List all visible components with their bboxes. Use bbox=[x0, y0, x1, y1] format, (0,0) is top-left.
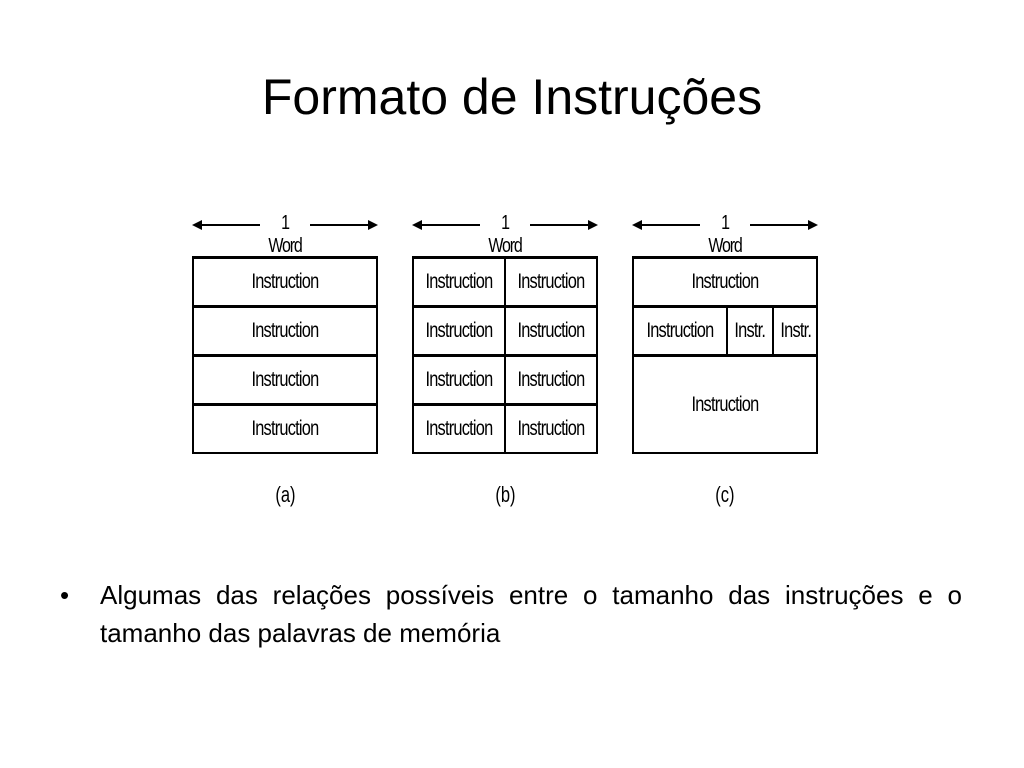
instruction-cell: Instruction bbox=[425, 319, 493, 342]
instruction-format-figure bbox=[0, 200, 1024, 530]
instruction-cell: Instruction bbox=[251, 417, 319, 440]
word-line bbox=[640, 224, 700, 226]
bullet-text: Algumas das relações possíveis entre o tamanho das instruções e o tamanho das palavras de memória bbox=[100, 580, 962, 648]
word-label: 1 Word bbox=[488, 212, 522, 257]
memory-word-row bbox=[194, 305, 376, 354]
word-line bbox=[750, 224, 810, 226]
memory-word-row bbox=[414, 354, 596, 403]
instruction-cell: Instruction bbox=[251, 319, 319, 342]
instruction-cell: Instruction bbox=[504, 308, 596, 354]
memory-word-row bbox=[634, 305, 816, 354]
memory-word-row bbox=[194, 256, 376, 305]
memory-words bbox=[632, 256, 818, 454]
instruction-cell: Instruction bbox=[425, 417, 493, 440]
memory-word-row-double bbox=[634, 354, 816, 452]
word-label: 1 Word bbox=[708, 212, 742, 257]
instruction-cell: Instruction bbox=[425, 368, 493, 391]
diagram-sub-label: (b) bbox=[494, 482, 516, 507]
word-label: 1 Word bbox=[268, 212, 302, 257]
word-line bbox=[530, 224, 590, 226]
diagram-b bbox=[412, 200, 598, 530]
instruction-cell: Instruction bbox=[251, 270, 319, 293]
arrow-right-icon bbox=[588, 220, 598, 230]
diagram-sub-label: (c) bbox=[715, 482, 735, 507]
bullet-icon: • bbox=[60, 580, 70, 610]
instruction-cell: Instruction bbox=[646, 319, 714, 342]
arrow-right-icon bbox=[808, 220, 818, 230]
word-line bbox=[310, 224, 370, 226]
memory-word-row bbox=[194, 354, 376, 403]
diagram-c bbox=[632, 200, 818, 530]
instruction-cell: Instruction bbox=[504, 406, 596, 452]
arrow-right-icon bbox=[368, 220, 378, 230]
bullet-item bbox=[60, 576, 962, 652]
diagram-sub-label: (a) bbox=[274, 482, 296, 507]
memory-words bbox=[192, 256, 378, 454]
memory-word-row bbox=[414, 256, 596, 305]
word-width-indicator bbox=[412, 208, 598, 257]
instruction-cell: Instruction bbox=[251, 368, 319, 391]
word-width-indicator bbox=[192, 208, 378, 257]
memory-word-row bbox=[634, 256, 816, 305]
memory-word-row bbox=[414, 305, 596, 354]
word-width-indicator bbox=[632, 208, 818, 257]
instruction-cell: Instruction bbox=[691, 392, 759, 416]
slide-title: Formato de Instruções bbox=[261, 69, 763, 125]
instruction-cell: Instruction bbox=[504, 357, 596, 403]
instr-cell: Instr. bbox=[772, 308, 818, 354]
diagram-a bbox=[192, 200, 378, 530]
memory-words bbox=[412, 256, 598, 454]
bullet-list bbox=[60, 576, 962, 652]
instruction-cell: Instruction bbox=[504, 259, 596, 305]
instr-cell: Instr. bbox=[726, 308, 772, 354]
word-line bbox=[200, 224, 260, 226]
memory-word-row bbox=[194, 403, 376, 452]
word-line bbox=[420, 224, 480, 226]
instruction-cell: Instruction bbox=[691, 270, 759, 293]
memory-word-row bbox=[414, 403, 596, 452]
instruction-cell: Instruction bbox=[425, 270, 493, 293]
